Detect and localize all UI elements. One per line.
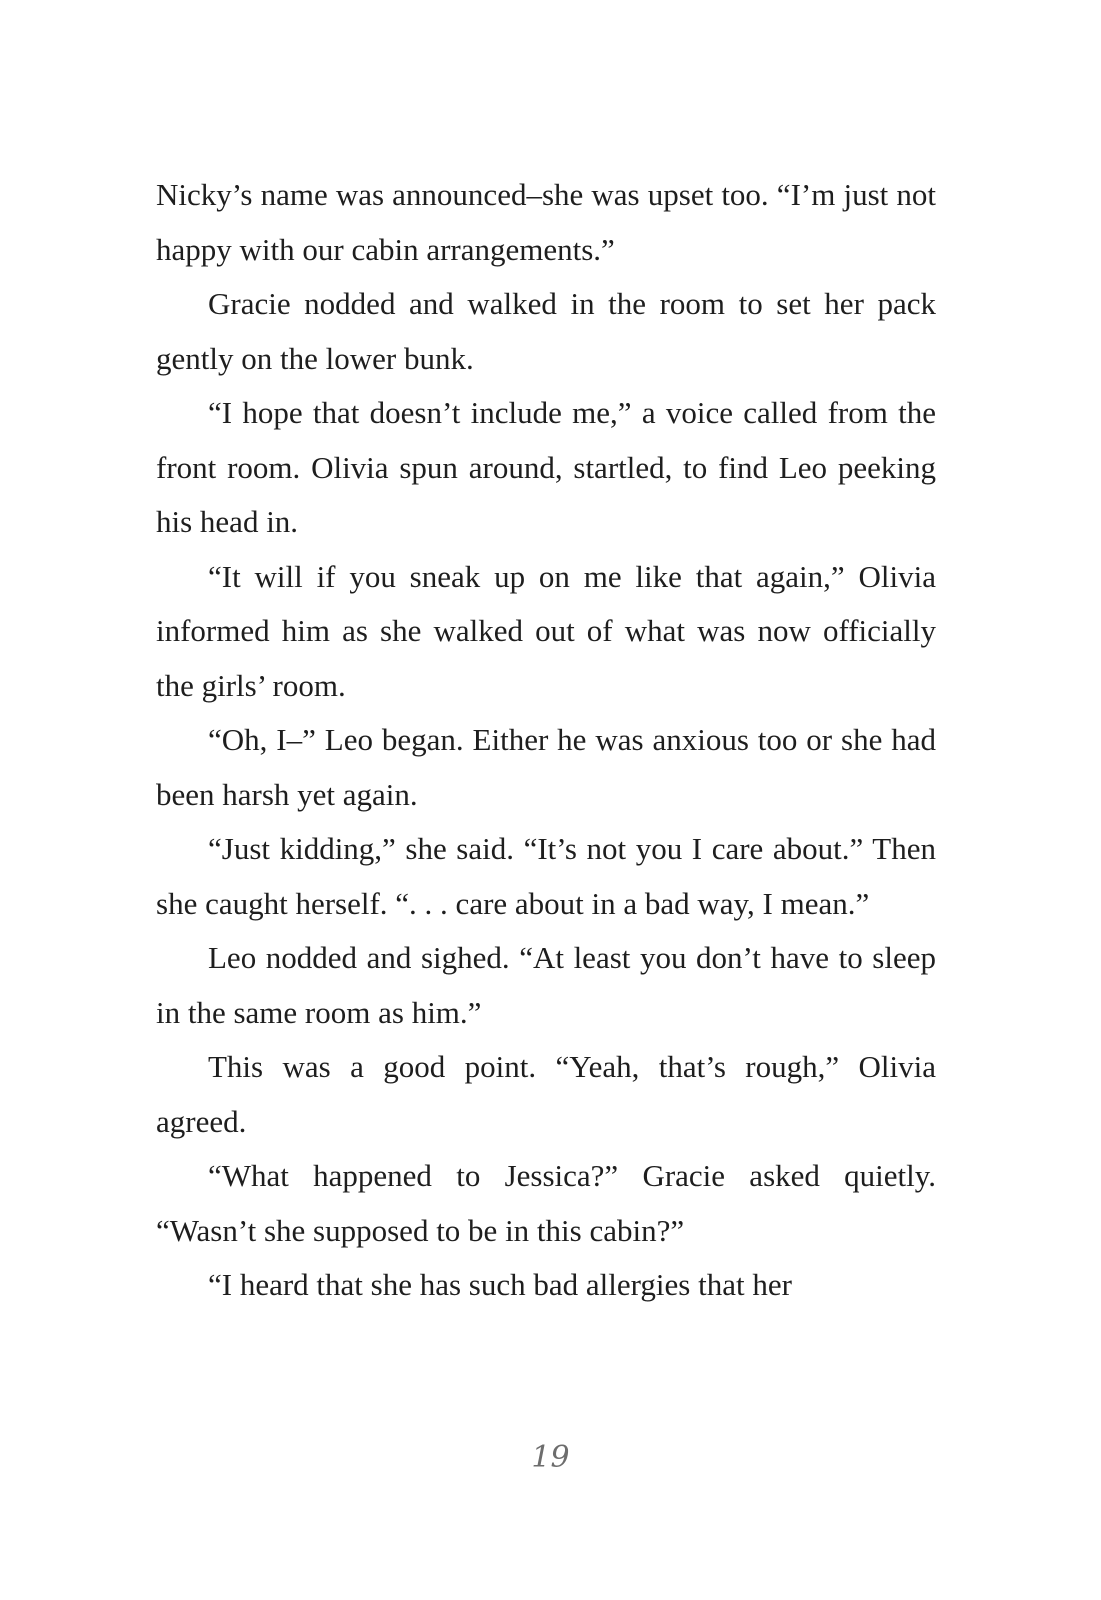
paragraph: “It will if you sneak up on me like that again,” Olivia informed him as she walked out of what was now officially the girls’ room. bbox=[156, 558, 936, 703]
paragraph: “I heard that she has such bad allergies that her bbox=[208, 1267, 792, 1302]
paragraph: “What happened to Jessica?” Gracie asked quietly. “Wasn’t she supposed to be in this cabin?” bbox=[156, 1158, 936, 1248]
paragraph: Gracie nodded and walked in the room to set her pack gently on the lower bunk. bbox=[156, 286, 936, 376]
paragraph-continued: Nicky’s name was announced–she was upset too. “I’m just not happy with our cabin arrangements.” bbox=[156, 177, 936, 267]
paragraph: Leo nodded and sighed. “At least you don’t have to sleep in the same room as him.” bbox=[156, 940, 936, 1030]
paragraph: “Just kidding,” she said. “It’s not you I care about.” Then she caught herself. “. . . care about in a bad way, I mean.” bbox=[156, 831, 936, 921]
paragraph: “I hope that doesn’t include me,” a voice called from the front room. Olivia spun around, startled, to find Leo peeking his head in. bbox=[156, 395, 936, 539]
body-text bbox=[156, 168, 936, 1313]
paragraph: This was a good point. “Yeah, that’s rough,” Olivia agreed. bbox=[156, 1049, 936, 1139]
page-number: 19 bbox=[531, 1440, 570, 1475]
paragraph: “Oh, I–” Leo began. Either he was anxious too or she had been harsh yet again. bbox=[156, 722, 936, 812]
